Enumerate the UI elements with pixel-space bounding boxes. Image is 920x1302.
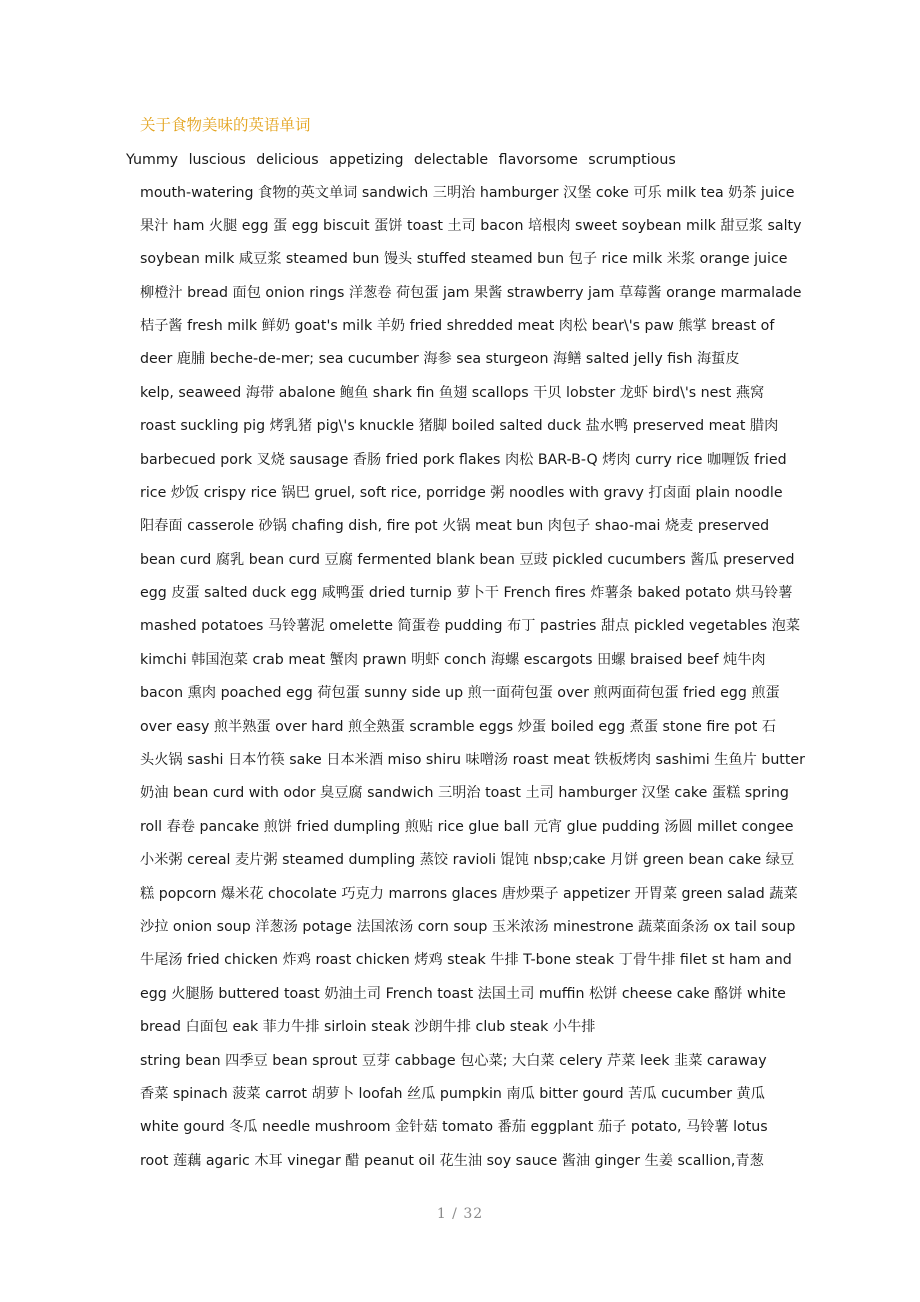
text-line-19: 头火锅 sashi 日本竹筷 sake 日本米酒 miso shiru 味噌汤 roast meat 铁板烤肉 sashimi 生鱼片 butter: [140, 752, 805, 768]
text-line-6: 桔子酱 fresh milk 鲜奶 goat's milk 羊奶 fried shredded meat 肉松 bear\'s paw 熊掌 breast of: [140, 318, 775, 334]
document-title: 关于食物美味的英语单词: [140, 116, 311, 134]
text-line-28: string bean 四季豆 bean sprout 豆芽 cabbage 包心菜; 大白菜 celery 芹菜 leek 韭菜 caraway: [140, 1053, 767, 1069]
text-line-20: 奶油 bean curd with odor 臭豆腐 sandwich 三明治 toast 土司 hamburger 汉堡 cake 蛋糕 spring: [140, 785, 789, 801]
text-line-3: 果汁 ham 火腿 egg 蛋 egg biscuit 蛋饼 toast 土司 bacon 培根肉 sweet soybean milk 甜豆浆 salty: [140, 218, 802, 234]
text-line-24: 沙拉 onion soup 洋葱汤 potage 法国浓汤 corn soup 玉米浓汤 minestrone 蔬菜面条汤 ox tail soup: [140, 919, 796, 935]
page-indicator: 1 / 32: [436, 1206, 484, 1222]
text-line-13: bean curd 腐乳 bean curd 豆腐 fermented blank bean 豆豉 pickled cucumbers 酱瓜 preserved: [140, 552, 795, 568]
text-line-2: mouth-watering 食物的英文单词 sandwich 三明治 hamburger 汉堡 coke 可乐 milk tea 奶茶 juice: [140, 185, 795, 201]
text-line-1: Yummy luscious delicious appetizing delectable flavorsome scrumptious: [126, 152, 676, 168]
text-line-23: 糕 popcorn 爆米花 chocolate 巧克力 marrons glaces 唐炒栗子 appetizer 开胃菜 green salad 蔬菜: [140, 886, 798, 902]
text-line-27: bread 白面包 eak 菲力牛排 sirloin steak 沙朗牛排 club steak 小牛排: [140, 1019, 596, 1035]
text-line-12: 阳春面 casserole 砂锅 chafing dish, fire pot 火锅 meat bun 肉包子 shao-mai 烧麦 preserved: [140, 518, 770, 534]
text-line-10: barbecued pork 叉烧 sausage 香肠 fried pork flakes 肉松 BAR-B-Q 烤肉 curry rice 咖喱饭 fried: [140, 452, 787, 468]
text-line-18: over easy 煎半熟蛋 over hard 煎全熟蛋 scramble eggs 炒蛋 boiled egg 煮蛋 stone fire pot 石: [140, 719, 777, 735]
text-line-25: 牛尾汤 fried chicken 炸鸡 roast chicken 烤鸡 steak 牛排 T-bone steak 丁骨牛排 filet st ham and: [140, 952, 792, 968]
text-line-8: kelp, seaweed 海带 abalone 鲍鱼 shark fin 鱼翅 scallops 干贝 lobster 龙虾 bird\'s nest 燕窝: [140, 385, 765, 401]
text-line-16: kimchi 韩国泡菜 crab meat 蟹肉 prawn 明虾 conch 海螺 escargots 田螺 braised beef 炖牛肉: [140, 652, 766, 668]
text-line-5: 柳橙汁 bread 面包 onion rings 洋葱卷 荷包蛋 jam 果酱 strawberry jam 草莓酱 orange marmalade: [140, 285, 802, 301]
text-line-11: rice 炒饭 crispy rice 锅巴 gruel, soft rice, porridge 粥 noodles with gravy 打卤面 plain noodle: [140, 485, 783, 501]
text-line-15: mashed potatoes 马铃薯泥 omelette 简蛋卷 pudding 布丁 pastries 甜点 pickled vegetables 泡菜: [140, 618, 801, 634]
text-line-29: 香菜 spinach 菠菜 carrot 胡萝卜 loofah 丝瓜 pumpkin 南瓜 bitter gourd 苦瓜 cucumber 黄瓜: [140, 1086, 765, 1102]
text-line-14: egg 皮蛋 salted duck egg 咸鸭蛋 dried turnip 萝卜干 French fires 炸薯条 baked potato 烘马铃薯: [140, 585, 793, 601]
text-line-17: bacon 熏肉 poached egg 荷包蛋 sunny side up 煎一面荷包蛋 over 煎两面荷包蛋 fried egg 煎蛋: [140, 685, 780, 701]
text-line-30: white gourd 冬瓜 needle mushroom 金针菇 tomato 番茄 eggplant 茄子 potato, 马铃薯 lotus: [140, 1119, 768, 1135]
text-line-31: root 莲藕 agaric 木耳 vinegar 醋 peanut oil 花生油 soy sauce 酱油 ginger 生姜 scallion,青葱: [140, 1153, 764, 1169]
text-line-26: egg 火腿肠 buttered toast 奶油土司 French toast 法国土司 muffin 松饼 cheese cake 酪饼 white: [140, 986, 786, 1002]
text-line-4: soybean milk 咸豆浆 steamed bun 馒头 stuffed steamed bun 包子 rice milk 米浆 orange juice: [140, 251, 788, 267]
text-line-7: deer 鹿脯 beche-de-mer; sea cucumber 海参 sea sturgeon 海鳝 salted jelly fish 海蜇皮: [140, 351, 740, 367]
text-line-21: roll 春卷 pancake 煎饼 fried dumpling 煎贴 rice glue ball 元宵 glue pudding 汤圆 millet congee: [140, 819, 794, 835]
text-line-9: roast suckling pig 烤乳猪 pig\'s knuckle 猪脚 boiled salted duck 盐水鸭 preserved meat 腊肉: [140, 418, 779, 434]
text-line-22: 小米粥 cereal 麦片粥 steamed dumpling 蒸饺 ravioli 馄饨 nbsp;cake 月饼 green bean cake 绿豆: [140, 852, 795, 868]
